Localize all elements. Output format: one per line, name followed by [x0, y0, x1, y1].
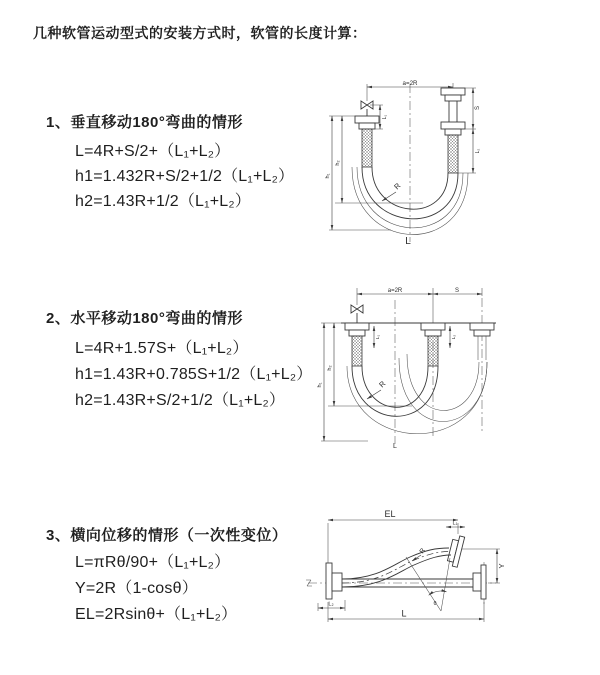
dim-label-l2: L₂	[452, 334, 457, 340]
formula-line: EL=2Rsinθ+（L₁+L₂）	[75, 606, 238, 623]
formula-line: h2=1.43R+1/2（L₁+L₂）	[75, 193, 251, 210]
reference-line	[321, 406, 412, 441]
hose-s-curve	[342, 548, 451, 587]
braided-hose	[448, 135, 458, 173]
radius-label: R	[392, 181, 403, 192]
formula-line: L=4R+1.57S+（L₁+L₂）	[75, 340, 249, 357]
page-title: 几种软管运动型式的安装方式时，软管的长度计算：	[33, 25, 367, 41]
length-label: L	[393, 443, 397, 450]
braided-hose	[352, 336, 362, 366]
diagram-lateral-displacement	[300, 504, 595, 644]
reference-line	[329, 203, 423, 230]
braided-hose	[428, 336, 438, 366]
dim-label-l1: L₁	[376, 334, 381, 340]
middle-fitting	[421, 323, 445, 366]
dim-label-h2: h₂	[327, 365, 333, 371]
braided-hose	[362, 129, 372, 167]
formula-line: h2=1.43R+S/2+1/2（L₁+L₂）	[75, 392, 286, 409]
dim-label-l1: L₁	[452, 520, 458, 527]
angle-label: θ	[433, 601, 437, 607]
formula-line: L=4R+S/2+（L₁+L₂）	[75, 143, 231, 160]
formula-line: Y=2R（1-cosθ）	[75, 580, 198, 597]
dim-label-s: S	[454, 288, 460, 294]
radius-label: R	[377, 379, 388, 390]
construction-line	[406, 557, 450, 611]
extension-line	[357, 288, 482, 323]
leader-line	[382, 192, 396, 201]
left-flange	[326, 563, 342, 599]
left-fitting	[345, 323, 369, 366]
formula-line: h1=1.43R+0.785S+1/2（L₁+L₂）	[75, 366, 313, 383]
formula-line: h1=1.432R+S/2+1/2（L₁+L₂）	[75, 168, 295, 185]
left-fitting	[355, 116, 379, 167]
dim-label-h1: h₁	[325, 173, 331, 179]
dim-label-el: EL	[384, 509, 396, 519]
section-3-heading: 3、横向位移的情形（一次性变位）	[46, 527, 288, 544]
dim-label-h1: h₁	[317, 382, 323, 388]
extension-line	[328, 520, 458, 570]
dim-label-l: L	[401, 608, 407, 619]
length-label: L	[405, 236, 411, 247]
section-2-heading: 2、水平移动180°弯曲的情形	[46, 310, 243, 327]
dim-label-l2: L₂	[475, 148, 481, 154]
dim-label-a2r: a=2R	[402, 80, 418, 87]
hose-curves	[347, 354, 487, 434]
diagram-horizontal-bend	[316, 284, 592, 450]
dim-label-l1: L₁	[382, 114, 388, 120]
dim-label-s: S	[475, 105, 481, 111]
dim-label-h2: h₂	[335, 160, 341, 166]
valve-icon	[351, 305, 363, 323]
dim-label-a2r: a=2R	[387, 288, 403, 294]
dim-label-y: Y	[497, 563, 506, 569]
section-1-heading: 1、垂直移动180°弯曲的情形	[46, 114, 243, 131]
dim-label-l2: L₂	[328, 601, 334, 608]
lower-right-flange	[473, 565, 486, 599]
valve-icon	[361, 101, 373, 116]
radius-label: R	[418, 547, 427, 556]
right-fitting	[441, 88, 465, 173]
diagram-vertical-bend	[325, 80, 485, 248]
formula-line: L=πRθ/90+（L₁+L₂）	[75, 554, 231, 571]
